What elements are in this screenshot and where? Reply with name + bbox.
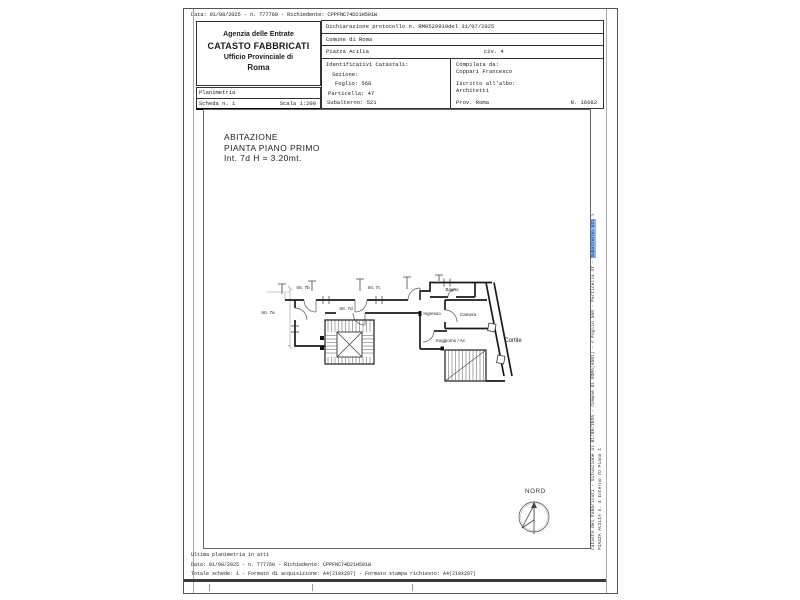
comune-row: Comune di Roma <box>322 34 603 46</box>
walls <box>285 283 512 382</box>
right-margin-line <box>606 9 607 593</box>
compiler-info <box>451 59 603 111</box>
albo-label: Iscritto all'albo: <box>456 80 516 87</box>
north-compass-icon <box>519 488 549 534</box>
compiler-prov: Prov. Roma <box>456 99 490 106</box>
scala-value: Scala 1:200 <box>279 100 316 107</box>
albo-value: Architetti <box>456 87 490 94</box>
fold-tick <box>412 584 413 591</box>
stairwell-secondary <box>445 350 486 381</box>
agency-name: Agenzia delle Entrate <box>223 31 294 38</box>
drawing-title-type: ABITAZIONE <box>224 132 278 142</box>
dimension-lines <box>266 286 292 349</box>
drawing-title-floor: PIANTA PIANO PRIMO <box>224 142 320 153</box>
label-int7c: Int. 7c <box>367 286 381 291</box>
cadastral-particella: Particella: 47 <box>328 89 375 97</box>
drawing-title-unit: Int. 7d H = 3.20mt. <box>224 153 302 163</box>
label-cortile: Cortile <box>504 338 522 344</box>
label-int7a: Int. 7a <box>261 311 275 316</box>
side-line-1: Catasto dei Fabbricati - Situazione al 01/08/2025 - Comune di ROMA(H501) - < Foglio 568 - Particella 47 - Subalterno 521 > <box>591 213 596 550</box>
agency-header-box <box>196 21 321 86</box>
planimetria-box <box>196 87 321 110</box>
label-ingresso: Ingresso <box>423 311 441 316</box>
compiler-name: Coppari Francesco <box>456 68 513 75</box>
compass-label: NORD <box>525 488 546 495</box>
cadastral-subalterno: Subalterno: 521 <box>327 99 377 106</box>
planimetria-title: Planimetria <box>197 88 320 99</box>
footer-totale: Totale schede: 1 - Formato di acquisizione: A4(210x297) - Formato stampa richiesto: A4(210x297) <box>191 571 477 577</box>
vent-symbols <box>278 275 443 294</box>
drawing-frame <box>203 109 591 549</box>
cadastral-title: Identificativi Catastali: <box>326 61 409 68</box>
fold-tick <box>312 584 313 591</box>
side-highlight-subalterno: Subalterno 521 <box>591 219 596 258</box>
left-margin-line <box>193 9 194 593</box>
label-soggiorno: Soggiorno / Ac. <box>435 338 467 343</box>
declaration-protocol: Dichiarazione protocollo n. RM0529910del 31/07/2025 <box>322 21 603 34</box>
compiler-label: Compilata da: <box>456 61 499 68</box>
footer-ultima: Ultima planimetria in atti <box>191 552 270 558</box>
cadastral-foglio: Foglio: 568 <box>335 80 372 87</box>
floor-plan-svg <box>204 110 590 548</box>
document-page <box>183 8 618 594</box>
label-int7d: Int. 7d <box>339 307 353 312</box>
label-camera: Camera <box>459 312 477 317</box>
scheda-number: Scheda n. 1 <box>199 100 236 107</box>
cadastral-ids <box>322 59 451 111</box>
declaration-box <box>321 20 604 109</box>
footer-data: Data: 01/08/2025 - n. T77760 - Richiedente: CPPFNC74D21H501W <box>191 562 372 568</box>
label-bagno: Bagno <box>445 287 459 292</box>
compiler-number: N. 16682 <box>570 99 597 106</box>
stairwell-main <box>320 320 374 364</box>
label-int7b: Int. 7b <box>296 286 310 291</box>
scan-info-top: Data: 01/08/2025 - n. T77760 - Richiedente: CPPFNC74D21H501W <box>191 11 378 18</box>
cadastral-sezione: Sezione: <box>332 70 359 78</box>
address-street: Piazza Acilia <box>326 48 369 55</box>
office-city: Roma <box>247 63 270 72</box>
side-line-2: PIAZZA ACILIA n. 4 Interno 7D Piano 1 <box>597 448 603 550</box>
catasto-title: CATASTO FABBRICATI <box>207 41 310 51</box>
footer-divider <box>184 579 606 582</box>
address-civ: civ. 4 <box>483 48 504 55</box>
office-label: Ufficio Provinciale di <box>223 54 294 61</box>
side-margin-text <box>591 213 605 550</box>
fold-tick <box>209 584 210 591</box>
